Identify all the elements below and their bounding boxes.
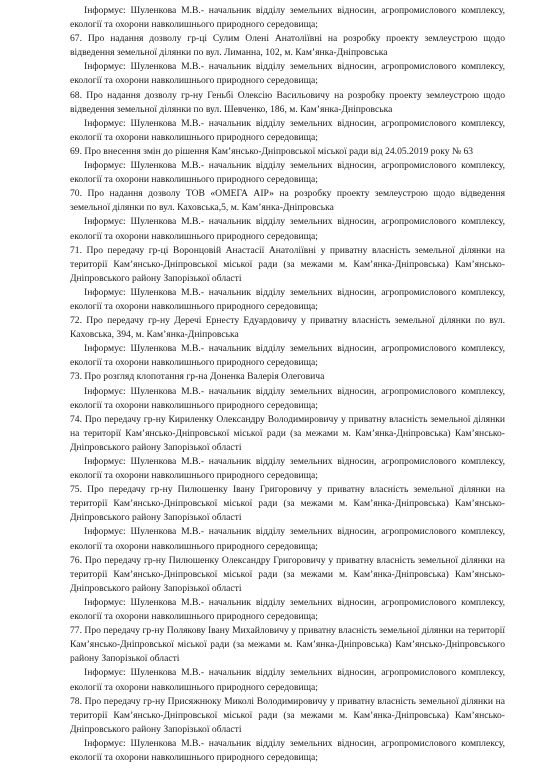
agenda-item-72: 72. Про передачу гр-ну Деречі Ернесту Едуардовичу у приватну власність земельної ділянки по вул. Каховська, 394, м. Кам’янка-Дніпровська (70, 315, 505, 341)
agenda-item-74: 74. Про передачу гр-ну Кириленку Олександру Володимировичу у приватну власність земельної ділянки на території Кам’янсько-Дніпровської міської ради (за межами м. Кам’янка-Дніпровська) Кам’янсько-Дніпровського району Запорізької області (70, 413, 505, 453)
informant-line: Інформує: Шуленкова М.В.- начальник відділу земельних відносин, агропромислового комплексу, екології та охорони навколишнього природного середовища; (70, 160, 505, 186)
informant-line: Інформує: Шуленкова М.В.- начальник відділу земельних відносин, агропромислового комплексу, екології та охорони навколишнього природного середовища; (70, 456, 505, 482)
informant-line: Інформує: Шуленкова М.В.- начальник відділу земельних відносин, агропромислового комплексу, екології та охорони навколишнього природного середовища; (70, 216, 505, 242)
informant-line: Інформує: Шуленкова М.В.- начальник відділу земельних відносин, агропромислового комплексу, екології та охорони навколишнього природного середовища; (70, 526, 505, 552)
informant-line: Інформує: Шуленкова М.В.- начальник відділу земельних відносин, агропромислового комплексу, екології та охорони навколишнього природного середовища; (70, 5, 505, 31)
agenda-item-73: 73. Про розгляд клопотання гр-на Доненка Валерія Олеговича (70, 371, 325, 383)
informant-line: Інформує: Шуленкова М.В.- начальник відділу земельних відносин, агропромислового комплексу, екології та охорони навколишнього природного середовища; (70, 385, 505, 411)
informant-line: Інформує: Шуленкова М.В.- начальник відділу земельних відносин, агропромислового комплексу, екології та охорони навколишнього природного середовища; (70, 737, 505, 763)
document-body (70, 4, 505, 765)
agenda-item-76: 76. Про передачу гр-ну Пилюшенку Олександру Григоровичу у приватну власність земельної ділянки на території Кам’янсько-Дніпровської міської ради (за межами м. Кам’янка-Дніпровська) Кам’янсько-Дніпровського району Запорізької області (70, 554, 505, 594)
agenda-item-77: 77. Про передачу гр-ну Полякову Івану Михайловичу у приватну власність земельної ділянки на території Кам’янсько-Дніпровської міської ради (за межами м. Кам’янка-Дніпровська) Кам’янсько-Дніпровського району Запорізької області (70, 625, 505, 665)
agenda-item-69: 69. Про внесення змін до рішення Кам’янсько-Дніпровської міської ради від 24.05.2019 року № 63 (70, 145, 474, 157)
informant-line: Інформує: Шуленкова М.В.- начальник відділу земельних відносин, агропромислового комплексу, екології та охорони навколишнього природного середовища; (70, 286, 505, 312)
agenda-item-70: 70. Про надання дозволу ТОВ «ОМЕГА АІР» на розробку проекту землеустрою щодо відведення земельної ділянки по вул. Каховська,5, м. Кам’янка-Дніпровська (70, 188, 505, 214)
agenda-item-78: 78. Про передачу гр-ну Присяжнюку Миколі Володимировичу у приватну власність земельної ділянки на території Кам’янсько-Дніпровської міської ради (за межами м. Кам’янка-Дніпровська) Кам’янсько-Дніпровського району Запорізької області (70, 695, 505, 735)
agenda-item-68: 68. Про надання дозволу гр-ну Геньбі Олексію Васильовичу на розробку проекту землеустрою щодо відведення земельної ділянки по вул. Шевченко, 186, м. Кам’янка-Дніпровська (70, 89, 505, 115)
agenda-item-67: 67. Про надання дозволу гр-ці Сулим Олені Анатоліївні на розробку проекту землеустрою щодо відведення земельної ділянки по вул. Лиманна, 102, м. Кам’янка-Дніпровська (70, 33, 505, 59)
informant-line: Інформує: Шуленкова М.В.- начальник відділу земельних відносин, агропромислового комплексу, екології та охорони навколишнього природного середовища; (70, 61, 505, 87)
informant-line: Інформує: Шуленкова М.В.- начальник відділу земельних відносин, агропромислового комплексу, екології та охорони навколишнього природного середовища; (70, 596, 505, 623)
agenda-item-75: 75. Про передачу гр-ну Пилюшенку Івану Григоровичу у приватну власність земельної ділянки на території Кам’янсько-Дніпровської міської ради (за межами м. Кам’янка-Дніпровська) Кам’янсько-Дніпровського району Запорізької області (70, 484, 505, 524)
informant-line: Інформує: Шуленкова М.В.- начальник відділу земельних відносин, агропромислового комплексу, екології та охорони навколишнього природного середовища; (70, 343, 505, 369)
informant-line: Інформує: Шуленкова М.В.- начальник відділу земельних відносин, агропромислового комплексу, екології та охорони навколишнього природного середовища; (70, 667, 505, 693)
agenda-item-71: 71. Про передачу гр-ці Воронцовій Анастасії Анатоліївні у приватну власність земельної ділянки на території Кам’янсько-Дніпровської міської ради (за межами м. Кам’янка-Дніпровська) Кам’янсько-Дніпровського району Запорізької області (70, 244, 505, 284)
informant-line: Інформує: Шуленкова М.В.- начальник відділу земельних відносин, агропромислового комплексу, екології та охорони навколишнього природного середовища; (70, 117, 505, 143)
